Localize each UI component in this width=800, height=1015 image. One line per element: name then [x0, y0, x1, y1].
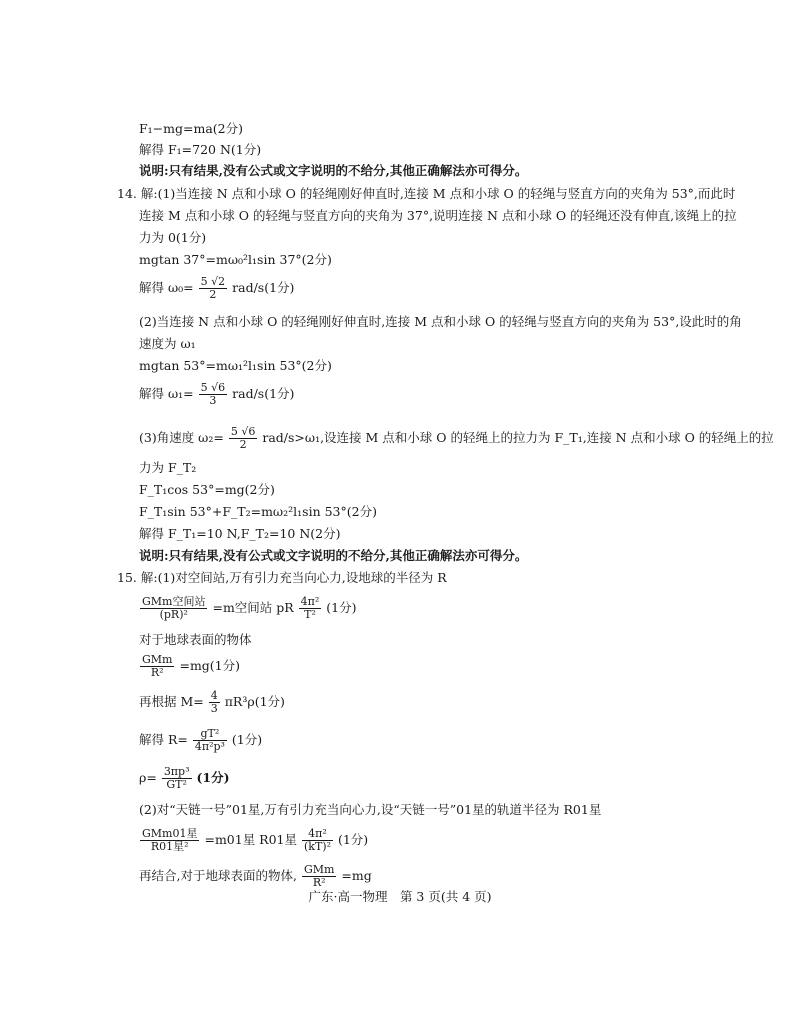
scoring-note: 说明:只有结果,没有公式或文字说明的不给分,其他正确解法亦可得分。 — [139, 548, 528, 563]
question-14-text: (3)角速度 ω₂= $\frac{5 √6}{2}$ rad/s>ω₁,设连接 M 点和小球 O 的轻绳上的拉力为 F_T₁,连接 N 点和小球 O 的轻绳上的拉 — [139, 425, 774, 451]
question-15-text: (2)对“天链一号”01星,万有引力充当向心力,设“天链一号”01星的轨道半径为 R01星 — [139, 802, 602, 817]
fraction: $\frac{5 √6}{3}$ — [200, 381, 226, 407]
equation-line: $\frac{\text{GMm01星}}{\text{R01星²}}$ =m01星 R01星 $\frac{\text{4π²}}{\text{(kT)²}}$ (1分) — [142, 827, 369, 853]
question-14-text: 14. 解:(1)当连接 N 点和小球 O 的轻绳刚好伸直时,连接 M 点和小球 O 的轻绳与竖直方向的夹角为 53°,而此时 — [117, 186, 736, 201]
equation-line: 再根据 M= $\frac{4}{3}$ πR³ρ(1分) — [139, 689, 285, 715]
equation-line: mgtan 37°=mω₀²l₁sin 37°(2分) — [139, 252, 332, 267]
fraction: $\frac{\text{GMm空间站}}{\text{(pR)²}}$ — [142, 595, 206, 621]
fraction: $\frac{\text{4π²}}{\text{(kT)²}}$ — [303, 827, 331, 853]
question-15-text: 15. 解:(1)对空间站,万有引力充当向心力,设地球的半径为 R — [117, 570, 447, 585]
equation-line: $\frac{\text{GMm空间站}}{\text{(pR)²}}$ =m空间站 pR $\frac{\text{4π²}}{\text{T²}}$ (1分) — [142, 595, 357, 621]
fraction: $\frac{5 √6}{2}$ — [230, 425, 256, 451]
equation-line: 再结合,对于地球表面的物体, $\frac{\text{GMm}}{\text{R²}}$ =mg — [139, 863, 372, 889]
equation-line: F_T₁cos 53°=mg(2分) — [139, 482, 275, 497]
fraction: $\frac{\text{4π²}}{\text{T²}}$ — [300, 595, 320, 621]
equation-line: mgtan 53°=mω₁²l₁sin 53°(2分) — [139, 358, 332, 373]
question-15-text: 对于地球表面的物体 — [139, 632, 252, 647]
question-14-text: (2)当连接 N 点和小球 O 的轻绳刚好伸直时,连接 M 点和小球 O 的轻绳与竖直方向的夹角为 53°,设此时的角 — [139, 314, 742, 329]
equation-line: ρ= $\frac{\text{3πp³}}{\text{GT²}}$ (1分) — [139, 765, 230, 791]
fraction: $\frac{\text{3πp³}}{\text{GT²}}$ — [163, 765, 190, 791]
equation-line: F₁−mg=ma(2分) — [139, 121, 243, 136]
scoring-note: 说明:只有结果,没有公式或文字说明的不给分,其他正确解法亦可得分。 — [139, 163, 528, 178]
fraction: $\frac{\text{gT²}}{\text{4π²p³}}$ — [194, 727, 225, 753]
equation-line: $\frac{\text{GMm}}{\text{R²}}$ =mg(1分) — [142, 653, 241, 679]
question-14-text: 速度为 ω₁ — [139, 336, 196, 351]
equation-line: 解得 R= $\frac{\text{gT²}}{\text{4π²p³}}$ (1分) — [139, 727, 263, 753]
equation-line: F_T₁sin 53°+F_T₂=mω₂²l₁sin 53°(2分) — [139, 504, 377, 519]
question-14-text: 力为 F_T₂ — [139, 460, 197, 475]
equation-line: 解得 F_T₁=10 N,F_T₂=10 N(2分) — [139, 526, 341, 541]
equation-line: 解得 ω₀= $\frac{5 √2}{2}$ rad/s(1分) — [139, 275, 295, 301]
fraction: $\frac{\text{GMm}}{\text{R²}}$ — [303, 863, 335, 889]
fraction: $\frac{\text{GMm01星}}{\text{R01星²}}$ — [142, 827, 198, 853]
page-footer: 广东·高一物理 第 3 页(共 4 页) — [308, 889, 492, 904]
question-14-text: 力为 0(1分) — [139, 230, 207, 245]
fraction: $\frac{4}{3}$ — [210, 689, 218, 715]
equation-line: 解得 ω₁= $\frac{5 √6}{3}$ rad/s(1分) — [139, 381, 295, 407]
fraction: $\frac{5 √2}{2}$ — [200, 275, 226, 301]
equation-line: 解得 F₁=720 N(1分) — [139, 142, 262, 157]
fraction: $\frac{\text{GMm}}{\text{R²}}$ — [142, 653, 173, 679]
question-14-text: 连接 M 点和小球 O 的轻绳与竖直方向的夹角为 37°,说明连接 N 点和小球 O 的轻绳还没有伸直,该绳上的拉 — [139, 208, 737, 223]
